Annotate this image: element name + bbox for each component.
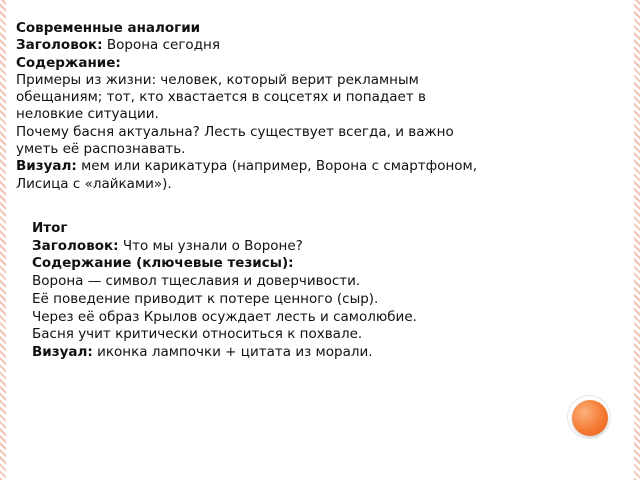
- analogies-visual-line: [16, 158, 616, 175]
- analogies-visual-continuation: Лисица с «лайками»).: [16, 175, 172, 192]
- decorative-circle-icon: [572, 400, 608, 436]
- summary-point: Ворона — символ тщеславия и доверчивости.: [32, 273, 361, 290]
- summary-title: Итог: [32, 220, 68, 236]
- analogies-content-line: Примеры из жизни: человек, который верит рекламным: [16, 71, 419, 88]
- summary-visual-label: Визуал:: [32, 343, 93, 360]
- analogies-content-line: Почему басня актуальна? Лесть существует всегда, и важно: [16, 123, 454, 140]
- analogies-content-line: обещаниям; тот, кто хвастается в соцсетях и попадает в: [16, 89, 426, 106]
- summary-heading-value: Что мы узнали о Вороне?: [118, 237, 303, 254]
- summary-heading-line: [32, 238, 612, 256]
- summary-point: Через её образ Крылов осуждает лесть и самолюбие.: [32, 308, 417, 325]
- summary-heading-label: Заголовок:: [32, 237, 119, 254]
- analogies-visual-label: Визуал:: [16, 158, 77, 175]
- decorative-border-right: [634, 0, 640, 480]
- analogies-content-line: уметь её распознавать.: [16, 141, 186, 158]
- summary-point: Её поведение приводит к потере ценного (сыр).: [32, 290, 379, 307]
- summary-visual-value: иконка лампочки + цитата из морали.: [92, 343, 373, 360]
- analogies-section: [16, 20, 616, 193]
- analogies-content-label: Содержание:: [16, 54, 121, 71]
- summary-point: Басня учит критически относиться к похвале.: [32, 326, 363, 343]
- analogies-heading-line: [16, 37, 616, 54]
- decorative-border-left: [0, 0, 6, 480]
- analogies-heading-value: Ворона сегодня: [102, 37, 220, 54]
- summary-section: [32, 220, 612, 362]
- summary-content-label: Содержание (ключевые тезисы):: [32, 255, 294, 272]
- analogies-visual-value: мем или карикатура (например, Ворона с смартфоном,: [76, 158, 478, 175]
- analogies-content-line: неловкие ситуации.: [16, 106, 159, 123]
- analogies-heading-label: Заголовок:: [16, 37, 103, 54]
- analogies-title: Современные аналогии: [16, 20, 201, 36]
- summary-visual-line: [32, 344, 612, 362]
